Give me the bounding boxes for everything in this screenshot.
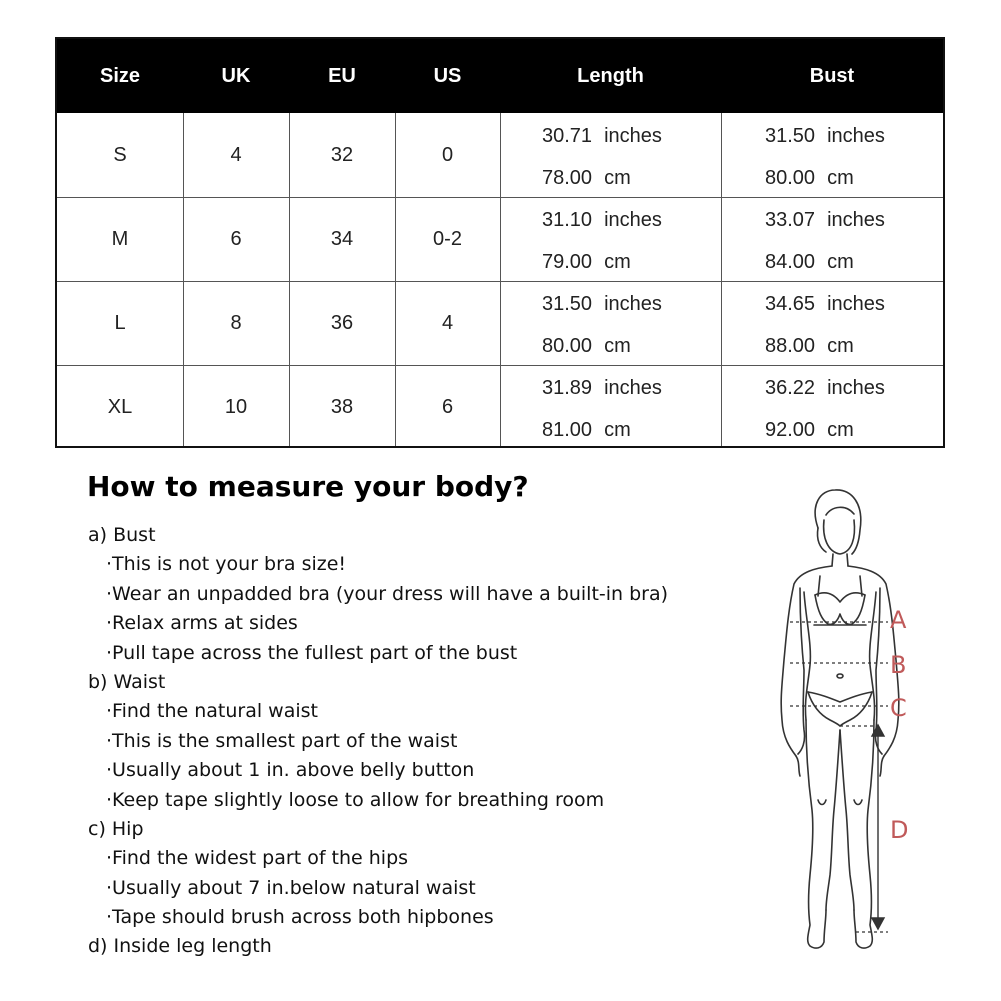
unit-inches: inches [604, 209, 662, 231]
header-size: Size [99, 65, 141, 87]
length-cm-value: 81.00 [542, 419, 593, 441]
cell-eu: 32 [330, 144, 354, 166]
cell-length [542, 365, 720, 449]
cell-size: XL [107, 396, 133, 418]
label-hip: C [890, 694, 907, 722]
bust-inches-value: 33.07 [765, 209, 816, 231]
length-inches-value: 31.10 [542, 209, 593, 231]
unit-cm: cm [604, 167, 631, 189]
list-item: ·This is the smallest part of the waist [106, 729, 458, 752]
unit-inches: inches [827, 209, 885, 231]
list-item: b) Waist [88, 670, 166, 693]
cell-size: M [111, 228, 129, 250]
header-bust: Bust [809, 65, 855, 87]
list-item: ·Relax arms at sides [106, 612, 298, 635]
list-item: ·Keep tape slightly loose to allow for breathing room [106, 788, 605, 811]
list-item: ·Find the natural waist [106, 700, 318, 723]
bust-cm-value: 92.00 [765, 419, 816, 441]
length-cm-value: 78.00 [542, 167, 593, 189]
column-divider [721, 113, 722, 446]
header-us: US [433, 65, 462, 87]
cell-length [542, 281, 720, 365]
column-divider [289, 113, 290, 446]
unit-cm: cm [827, 251, 854, 273]
list-item: ·Find the widest part of the hips [106, 847, 409, 870]
list-item: d) Inside leg length [88, 935, 272, 958]
measurement-instructions [88, 521, 748, 962]
column-divider [395, 113, 396, 446]
label-inside-leg: D [890, 816, 909, 844]
unit-inches: inches [604, 377, 662, 399]
list-item: ·Usually about 1 in. above belly button [106, 759, 475, 782]
cell-bust [765, 113, 943, 197]
cell-uk: 10 [224, 396, 248, 418]
cell-uk: 6 [230, 228, 242, 250]
unit-cm: cm [604, 335, 631, 357]
bust-cm-value: 80.00 [765, 167, 816, 189]
bust-cm-value: 84.00 [765, 251, 816, 273]
list-item: ·Tape should brush across both hipbones [106, 906, 494, 929]
bust-inches-value: 36.22 [765, 377, 816, 399]
cell-eu: 38 [330, 396, 354, 418]
cell-size: L [114, 312, 126, 334]
list-item: c) Hip [88, 817, 144, 840]
unit-inches: inches [827, 377, 885, 399]
length-cm-value: 79.00 [542, 251, 593, 273]
list-item: a) Bust [88, 524, 156, 546]
unit-cm: cm [604, 251, 631, 273]
cell-length [542, 197, 720, 281]
unit-inches: inches [604, 293, 662, 315]
header-uk: UK [221, 65, 251, 87]
label-bust: A [890, 606, 907, 634]
cell-bust [765, 365, 943, 449]
body-measurement-figure [760, 480, 960, 970]
bust-inches-value: 34.65 [765, 293, 816, 315]
body-outline [781, 490, 899, 948]
cell-uk: 8 [230, 312, 242, 334]
column-divider [500, 113, 501, 446]
unit-inches: inches [827, 125, 885, 147]
length-inches-value: 30.71 [542, 125, 593, 147]
cell-uk: 4 [230, 144, 242, 166]
unit-cm: cm [604, 419, 631, 441]
length-cm-value: 80.00 [542, 335, 593, 357]
length-inches-value: 31.50 [542, 293, 593, 315]
header-eu: EU [328, 65, 356, 87]
list-item: ·Wear an unpadded bra (your dress will have a built-in bra) [106, 582, 669, 605]
column-divider [183, 113, 184, 446]
measurement-lines [790, 622, 888, 932]
unit-inches: inches [827, 293, 885, 315]
cell-bust [765, 281, 943, 365]
cell-us: 6 [441, 396, 454, 418]
unit-cm: cm [827, 419, 854, 441]
guide-title: How to measure your body? [87, 470, 529, 503]
list-item: ·This is not your bra size! [106, 553, 347, 576]
cell-us: 4 [441, 312, 454, 334]
table-header-row [57, 39, 943, 113]
unit-cm: cm [827, 335, 854, 357]
cell-eu: 34 [330, 228, 354, 250]
size-chart-table [55, 37, 945, 448]
cell-size: S [113, 144, 127, 166]
unit-inches: inches [604, 125, 662, 147]
unit-cm: cm [827, 167, 854, 189]
list-item: ·Pull tape across the fullest part of the bust [106, 641, 518, 664]
bust-cm-value: 88.00 [765, 335, 816, 357]
cell-bust [765, 197, 943, 281]
header-length: Length [577, 65, 644, 87]
cell-us: 0-2 [433, 228, 462, 250]
bust-inches-value: 31.50 [765, 125, 816, 147]
cell-eu: 36 [330, 312, 354, 334]
cell-length [542, 113, 720, 197]
cell-us: 0 [441, 144, 454, 166]
length-inches-value: 31.89 [542, 377, 593, 399]
list-item: ·Usually about 7 in.below natural waist [106, 876, 476, 899]
label-waist: B [890, 651, 907, 679]
